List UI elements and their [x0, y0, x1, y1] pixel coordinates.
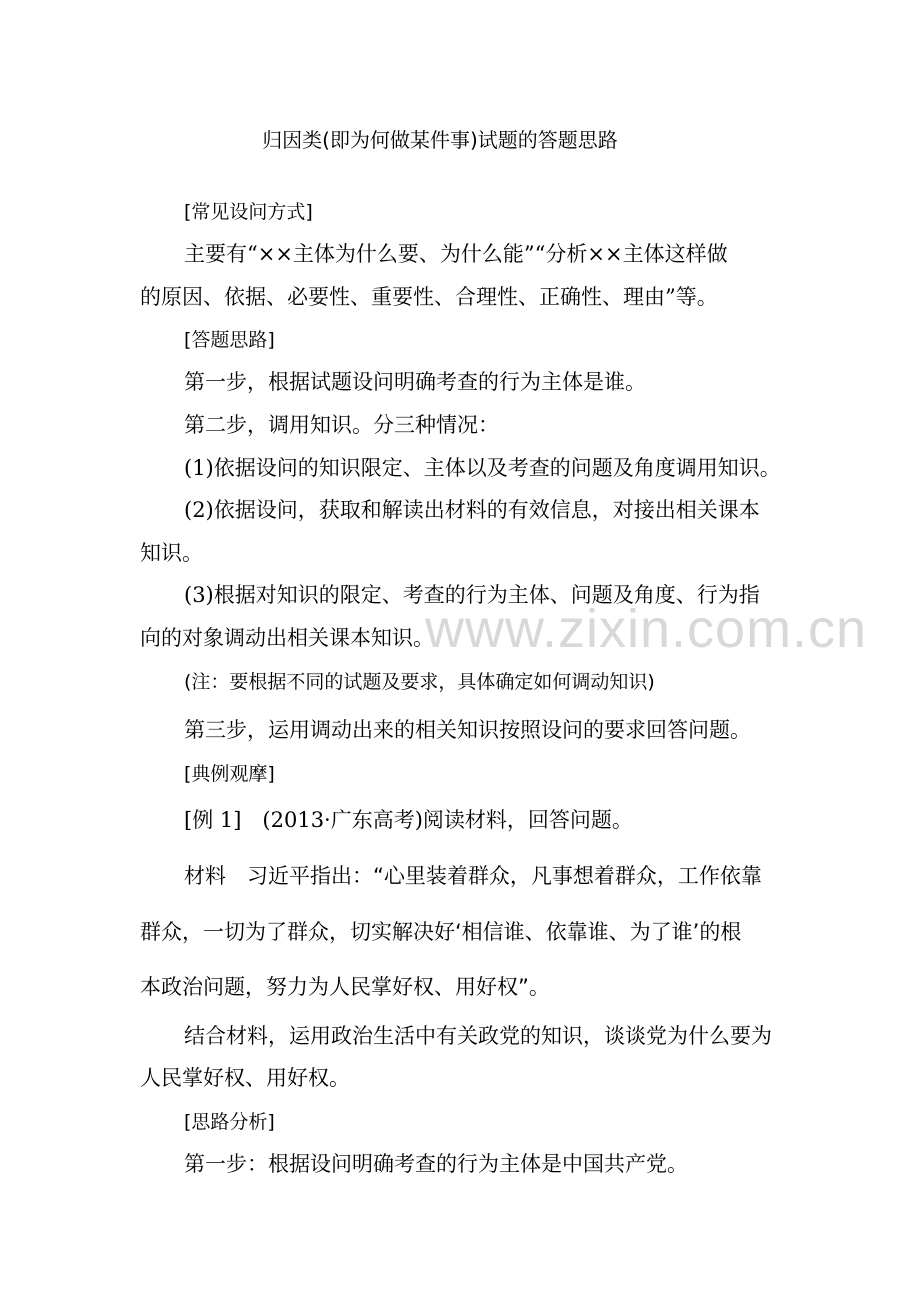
paragraph-line: (3)根据对知识的限定、考查的行为主体、问题及角度、行为指	[184, 583, 760, 607]
section-heading-example: [典例观摩]	[184, 763, 275, 785]
material-line: 本政治问题，努力为人民掌好权、用好权”。	[140, 975, 550, 999]
paragraph-line: 第一步：根据设问明确考查的行为主体是中国共产党。	[184, 1152, 688, 1176]
material-line: 材料 习近平指出：“心里装着群众，凡事想着群众，工作依靠	[184, 864, 762, 888]
paragraph-line: 第二步，调用知识。分三种情况：	[184, 413, 499, 437]
note-line: (注：要根据不同的试题及要求，具体确定如何调动知识)	[184, 671, 655, 693]
paragraph-line: 的原因、依据、必要性、重要性、合理性、正确性、理由”等。	[140, 285, 718, 309]
paragraph-line: (2)依据设问，获取和解读出材料的有效信息，对接出相关课本	[184, 498, 760, 522]
paragraph-line: (1)依据设问的知识限定、主体以及考查的问题及角度调用知识。	[184, 456, 781, 480]
document-title: 归因类(即为何做某件事)试题的答题思路	[262, 128, 618, 152]
question-line: 人民掌好权、用好权。	[140, 1066, 350, 1090]
section-heading-answer-approach: [答题思路]	[184, 329, 275, 351]
section-heading-question-forms: [常见设问方式]	[184, 201, 313, 223]
example-label-line: [例 1] (2013·广东高考)阅读材料，回答问题。	[184, 808, 633, 832]
question-line: 结合材料，运用政治生活中有关政党的知识，谈谈党为什么要为	[184, 1024, 772, 1048]
section-heading-analysis: [思路分析]	[184, 1111, 275, 1133]
material-line: 群众，一切为了群众，切实解决好‘相信谁、依靠谁、为了谁’的根	[140, 920, 742, 944]
paragraph-line: 向的对象调动出相关课本知识。	[140, 626, 434, 650]
paragraph-line: 知识。	[140, 541, 203, 565]
paragraph-line: 第一步，根据试题设问明确考查的行为主体是谁。	[184, 370, 646, 394]
watermark: www.zixin.com.cn	[425, 599, 868, 659]
paragraph-line: 第三步，运用调动出来的相关知识按照设问的要求回答问题。	[184, 718, 751, 742]
paragraph-line: 主要有“××主体为什么要、为什么能”“分析××主体这样做	[184, 242, 728, 266]
